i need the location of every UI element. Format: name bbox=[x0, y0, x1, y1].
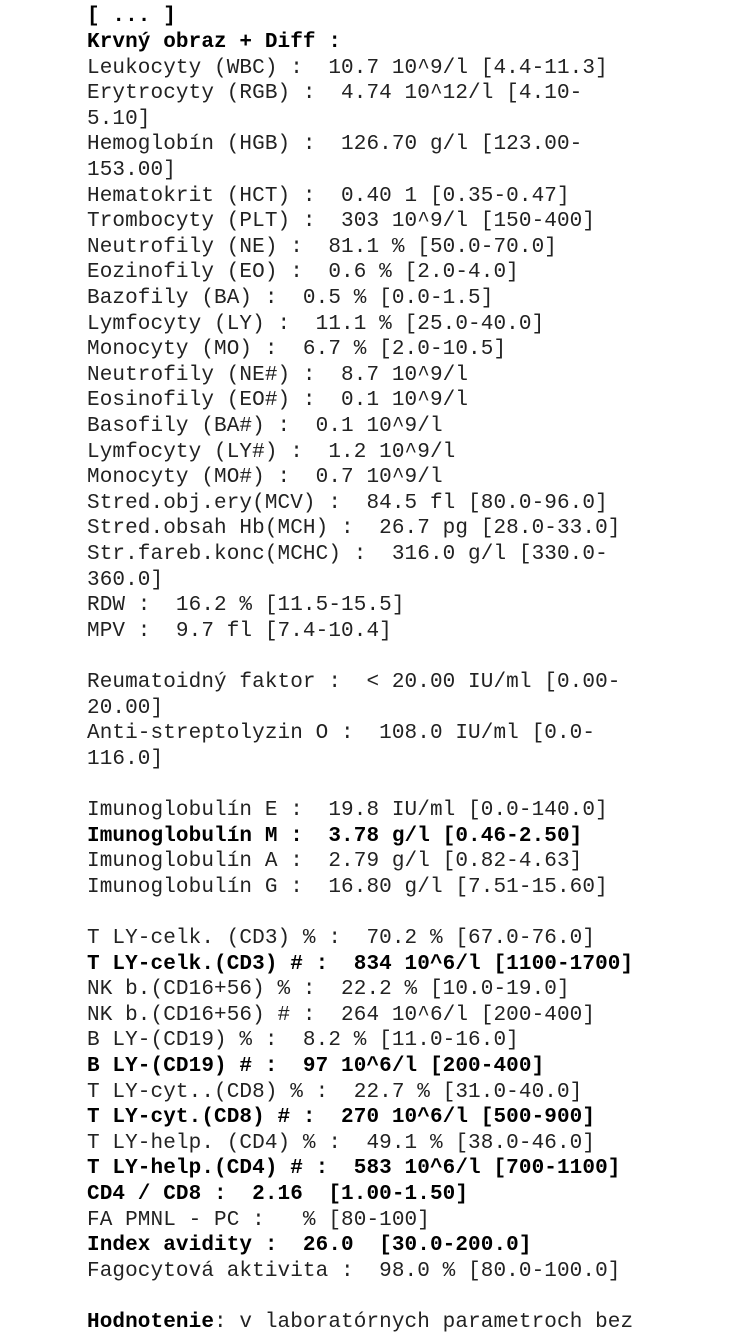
report-line: 20.00] bbox=[87, 696, 164, 720]
report-line: Bazofily (BA) : 0.5 % [0.0-1.5] bbox=[87, 287, 494, 310]
report-line: Hematokrit (HCT) : 0.40 1 [0.35-0.47] bbox=[87, 184, 570, 208]
report-line: Leukocyty (WBC) : 10.7 10^9/l [4.4-11.3] bbox=[87, 56, 608, 80]
report-line: NK b.(CD16+56) # : 264 10^6/l [200-400] bbox=[87, 1003, 596, 1027]
report-line: Index avidity : 26.0 [30.0-200.0] bbox=[87, 1234, 532, 1258]
report-line: 116.0] bbox=[87, 747, 164, 771]
evaluation-text: : v laboratórnych parametroch bez bbox=[214, 1311, 634, 1334]
report-line: Imunoglobulín G : 16.80 g/l [7.51-15.60] bbox=[87, 875, 608, 899]
report-line: Anti-streptolyzin O : 108.0 IU/ml [0.0- bbox=[87, 722, 596, 746]
report-line: Monocyty (MO) : 6.7 % [2.0-10.5] bbox=[87, 338, 507, 362]
report-line: Erytrocyty (RGB) : 4.74 10^12/l [4.10- bbox=[87, 82, 583, 106]
report-line: Hemoglobín (HGB) : 126.70 g/l [123.00- bbox=[87, 133, 583, 157]
report-line: Monocyty (MO#) : 0.7 10^9/l bbox=[87, 466, 443, 490]
report-line: Neutrofily (NE) : 81.1 % [50.0-70.0] bbox=[87, 235, 557, 259]
report-line: T LY-help.(CD4) # : 583 10^6/l [700-1100] bbox=[87, 1157, 621, 1181]
report-line: 5.10] bbox=[87, 107, 151, 131]
report-line: B LY-(CD19) % : 8.2 % [11.0-16.0] bbox=[87, 1029, 519, 1053]
report-line: NK b.(CD16+56) % : 22.2 % [10.0-19.0] bbox=[87, 978, 570, 1002]
report-line: T LY-help. (CD4) % : 49.1 % [38.0-46.0] bbox=[87, 1131, 596, 1155]
report-line: Str.fareb.konc(MCHC) : 316.0 g/l [330.0- bbox=[87, 543, 608, 566]
report-line: Reumatoidný faktor : < 20.00 IU/ml [0.00- bbox=[87, 671, 621, 694]
cut-off-heading-fragment: [ ... ] bbox=[87, 5, 176, 29]
report-line: FA PMNL - PC : % [80-100] bbox=[87, 1208, 430, 1232]
report-line: RDW : 16.2 % [11.5-15.5] bbox=[87, 594, 405, 618]
report-line: Imunoglobulín E : 19.8 IU/ml [0.0-140.0] bbox=[87, 799, 608, 822]
report-line: CD4 / CD8 : 2.16 [1.00-1.50] bbox=[87, 1183, 469, 1206]
report-line: Eosinofily (EO#) : 0.1 10^9/l bbox=[87, 389, 469, 413]
report-line: Stred.obsah Hb(MCH) : 26.7 pg [28.0-33.0] bbox=[87, 517, 621, 541]
evaluation-label: Hodnotenie bbox=[87, 1311, 215, 1334]
report-line: T LY-celk.(CD3) # : 834 10^6/l [1100-1700] bbox=[87, 952, 634, 976]
report-line: 153.00] bbox=[87, 159, 176, 182]
report-line: Lymfocyty (LY) : 11.1 % [25.0-40.0] bbox=[87, 312, 545, 336]
report-line: 360.0] bbox=[87, 568, 164, 592]
report-line: Fagocytová aktivita : 98.0 % [80.0-100.0] bbox=[87, 1259, 621, 1283]
report-line: T LY-cyt.(CD8) # : 270 10^6/l [500-900] bbox=[87, 1106, 596, 1130]
report-line: Stred.obj.ery(MCV) : 84.5 fl [80.0-96.0] bbox=[87, 491, 608, 515]
report-line: Imunoglobulín M : 3.78 g/l [0.46-2.50] bbox=[87, 824, 583, 848]
report-line: T LY-cyt..(CD8) % : 22.7 % [31.0-40.0] bbox=[87, 1080, 583, 1104]
report-line: Neutrofily (NE#) : 8.7 10^9/l bbox=[87, 363, 469, 387]
report-line: Imunoglobulín A : 2.79 g/l [0.82-4.63] bbox=[87, 850, 583, 874]
report-line bbox=[87, 1310, 633, 1334]
report-line: T LY-celk. (CD3) % : 70.2 % [67.0-76.0] bbox=[87, 927, 596, 950]
report-line: MPV : 9.7 fl [7.4-10.4] bbox=[87, 619, 392, 643]
report-line: Trombocyty (PLT) : 303 10^9/l [150-400] bbox=[87, 210, 596, 234]
report-line: B LY-(CD19) # : 97 10^6/l [200-400] bbox=[87, 1055, 545, 1078]
report-line: Krvný obraz + Diff : bbox=[87, 31, 342, 54]
report-line: Lymfocyty (LY#) : 1.2 10^9/l bbox=[87, 440, 456, 464]
report-line: Basofily (BA#) : 0.1 10^9/l bbox=[87, 415, 443, 438]
report-line: Eozinofily (EO) : 0.6 % [2.0-4.0] bbox=[87, 261, 519, 285]
